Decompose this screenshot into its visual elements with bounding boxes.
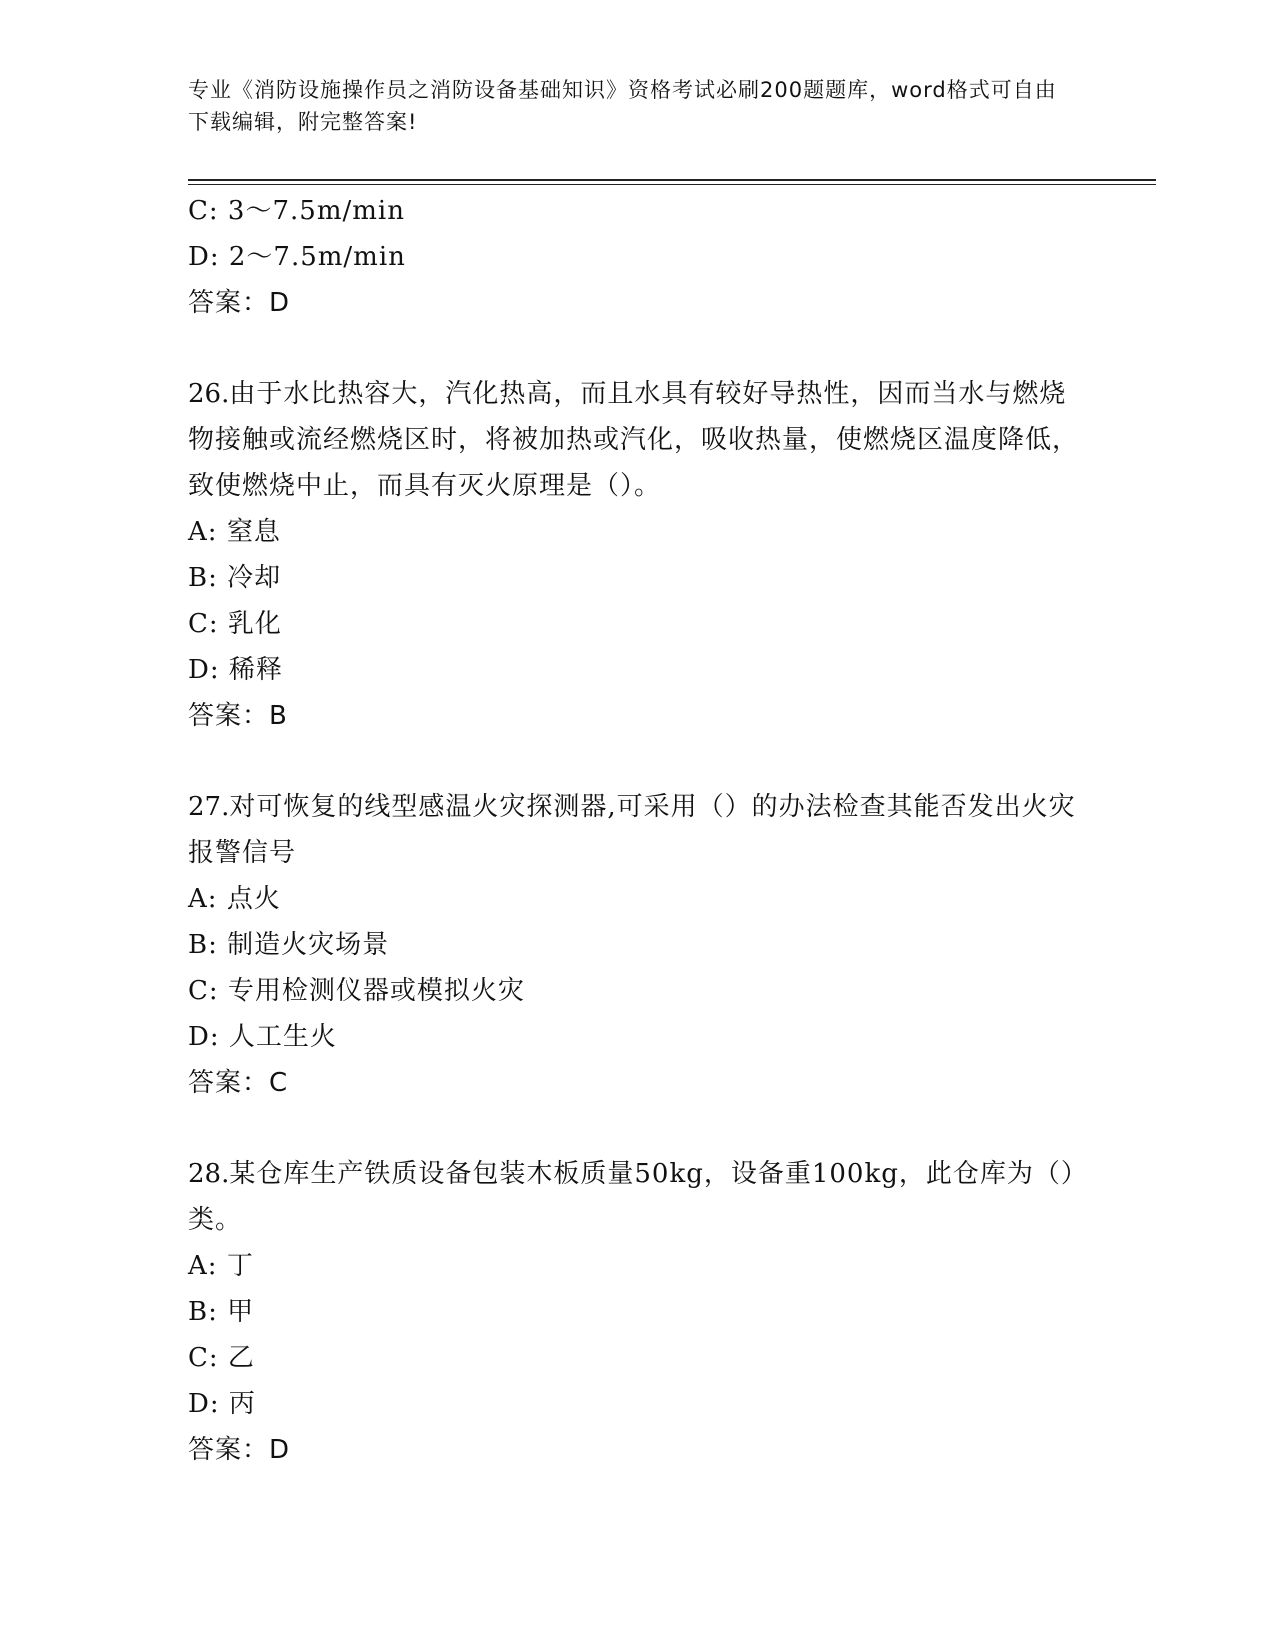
option-label: C:	[188, 976, 219, 1006]
option-line	[188, 555, 1088, 601]
option-text: 甲	[227, 1297, 255, 1327]
option-text: 2～7.5m/min	[228, 242, 406, 272]
continued-question	[188, 188, 1088, 326]
question-spacer	[188, 1106, 1088, 1151]
option-line	[188, 647, 1088, 693]
option-label: A:	[188, 1251, 218, 1281]
question-spacer	[188, 326, 1088, 371]
option-text: 专用检测仪器或模拟火灾	[227, 976, 525, 1006]
header-divider-thin	[188, 184, 1156, 185]
question-content	[188, 188, 1088, 1473]
option-label: A:	[188, 884, 218, 914]
option-line	[188, 234, 1088, 280]
option-text: 稀释	[228, 655, 283, 685]
question-spacer	[188, 739, 1088, 784]
question-text: 由于水比热容大，汽化热高，而且水具有较好导热性，因而当水与燃烧物接触或流经燃烧区时，将被加热或汽化，吸收热量，使燃烧区温度降低，致使燃烧中止，而具有灭火原理是（）。	[188, 379, 1080, 501]
option-text: 乙	[227, 1343, 255, 1373]
question-28	[188, 1151, 1088, 1473]
option-text: 丙	[228, 1389, 256, 1419]
option-line	[188, 601, 1088, 647]
option-line	[188, 1014, 1088, 1060]
question-27	[188, 784, 1088, 1106]
option-label: D:	[188, 1022, 220, 1052]
option-line	[188, 968, 1088, 1014]
option-label: D:	[188, 242, 220, 272]
option-text: 点火	[226, 884, 281, 914]
question-number: 26.	[188, 379, 230, 409]
option-line	[188, 1243, 1088, 1289]
option-label: A:	[188, 517, 218, 547]
question-text: 某仓库生产铁质设备包装木板质量50kg，设备重100kg，此仓库为（）类。	[188, 1159, 1088, 1235]
option-label: B:	[188, 1297, 218, 1327]
header-divider-thick	[188, 179, 1156, 181]
option-line	[188, 1289, 1088, 1335]
question-stem	[188, 784, 1088, 876]
question-stem	[188, 1151, 1088, 1243]
option-line	[188, 1335, 1088, 1381]
document-header-title: 专业《消防设施操作员之消防设备基础知识》资格考试必刷200题题库，word格式可自由下载编辑，附完整答案!	[188, 78, 1057, 134]
question-number: 28.	[188, 1159, 230, 1189]
question-number: 27.	[188, 792, 230, 822]
answer-line: 答案：B	[188, 701, 288, 731]
option-label: B:	[188, 563, 218, 593]
answer-line: 答案：C	[188, 1068, 289, 1098]
option-line	[188, 509, 1088, 555]
option-label: D:	[188, 655, 220, 685]
question-text: 对可恢复的线型感温火灾探测器,可采用（）的办法检查其能否发出火灾报警信号	[188, 792, 1076, 868]
option-label: C:	[188, 1343, 219, 1373]
option-text: 窒息	[226, 517, 281, 547]
answer-line: 答案：D	[188, 288, 291, 318]
question-26	[188, 371, 1088, 739]
option-text: 乳化	[227, 609, 282, 639]
option-text: 丁	[226, 1251, 254, 1281]
option-line	[188, 188, 1088, 234]
option-text: 制造火灾场景	[227, 930, 390, 960]
option-label: C:	[188, 196, 219, 226]
option-label: B:	[188, 930, 218, 960]
option-line	[188, 1381, 1088, 1427]
answer-line: 答案：D	[188, 1435, 291, 1465]
question-stem	[188, 371, 1088, 509]
option-text: 冷却	[227, 563, 282, 593]
option-line	[188, 876, 1088, 922]
option-text: 3～7.5m/min	[227, 196, 405, 226]
option-text: 人工生火	[228, 1022, 337, 1052]
option-label: C:	[188, 609, 219, 639]
option-label: D:	[188, 1389, 220, 1419]
option-line	[188, 922, 1088, 968]
